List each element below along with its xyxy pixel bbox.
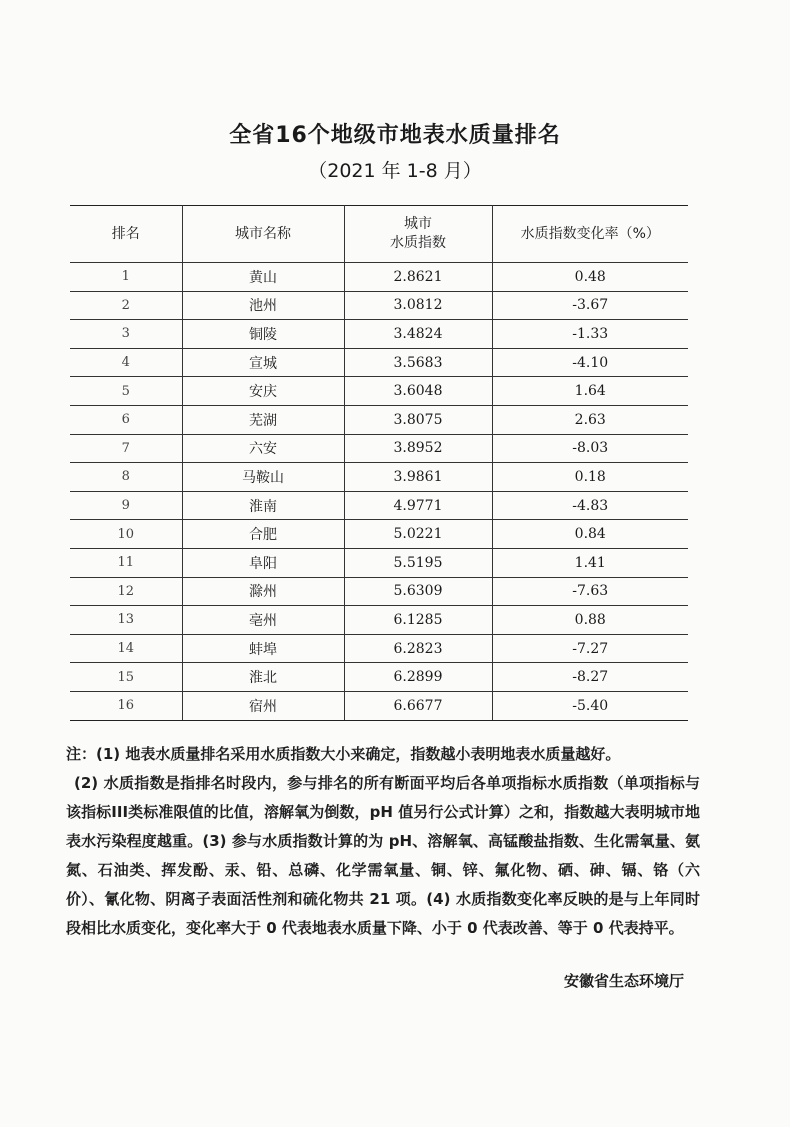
change-cell: -8.27 <box>492 663 688 692</box>
table-header-row <box>70 206 688 263</box>
change-cell: 1.41 <box>492 548 688 577</box>
city-cell: 铜陵 <box>182 320 344 349</box>
ranking-table <box>70 205 688 721</box>
index-cell: 3.0812 <box>344 291 492 320</box>
city-cell: 滁州 <box>182 577 344 606</box>
index-cell: 6.2899 <box>344 663 492 692</box>
rank-cell: 4 <box>70 348 182 377</box>
change-cell: -8.03 <box>492 434 688 463</box>
city-cell: 六安 <box>182 434 344 463</box>
city-cell: 芜湖 <box>182 405 344 434</box>
change-cell: 2.63 <box>492 405 688 434</box>
header-index-line1: 城市 <box>404 216 432 232</box>
rank-cell: 9 <box>70 491 182 520</box>
table-body <box>70 263 688 721</box>
city-cell: 宣城 <box>182 348 344 377</box>
table-row <box>70 577 688 606</box>
index-cell: 6.6677 <box>344 691 492 720</box>
table-row <box>70 520 688 549</box>
index-cell: 3.9861 <box>344 463 492 492</box>
table-row <box>70 320 688 349</box>
change-cell: -4.83 <box>492 491 688 520</box>
header-change: 水质指数变化率（%） <box>492 206 688 263</box>
table-row <box>70 491 688 520</box>
header-city: 城市名称 <box>182 206 344 263</box>
city-cell: 淮北 <box>182 663 344 692</box>
change-cell: 0.18 <box>492 463 688 492</box>
table-row <box>70 291 688 320</box>
table-row <box>70 606 688 635</box>
change-cell: -3.67 <box>492 291 688 320</box>
city-cell: 亳州 <box>182 606 344 635</box>
city-cell: 宿州 <box>182 691 344 720</box>
city-cell: 蚌埠 <box>182 634 344 663</box>
rank-cell: 11 <box>70 548 182 577</box>
rank-cell: 10 <box>70 520 182 549</box>
city-cell: 池州 <box>182 291 344 320</box>
rank-cell: 1 <box>70 263 182 292</box>
notes-section <box>66 740 700 943</box>
table-row <box>70 377 688 406</box>
change-cell: -7.27 <box>492 634 688 663</box>
table-row <box>70 434 688 463</box>
change-cell: 0.84 <box>492 520 688 549</box>
index-cell: 3.8075 <box>344 405 492 434</box>
change-cell: -1.33 <box>492 320 688 349</box>
rank-cell: 13 <box>70 606 182 635</box>
table-row <box>70 691 688 720</box>
table-row <box>70 663 688 692</box>
rank-cell: 12 <box>70 577 182 606</box>
header-rank: 排名 <box>70 206 182 263</box>
rank-cell: 7 <box>70 434 182 463</box>
index-cell: 5.0221 <box>344 520 492 549</box>
table-row <box>70 263 688 292</box>
index-cell: 5.5195 <box>344 548 492 577</box>
change-cell: 1.64 <box>492 377 688 406</box>
city-cell: 安庆 <box>182 377 344 406</box>
city-cell: 合肥 <box>182 520 344 549</box>
index-cell: 3.6048 <box>344 377 492 406</box>
index-cell: 2.8621 <box>344 263 492 292</box>
issuer-signature: 安徽省生态环境厅 <box>563 972 684 990</box>
table-row <box>70 348 688 377</box>
rank-cell: 15 <box>70 663 182 692</box>
index-cell: 6.2823 <box>344 634 492 663</box>
rank-cell: 14 <box>70 634 182 663</box>
change-cell: 0.48 <box>492 263 688 292</box>
city-cell: 淮南 <box>182 491 344 520</box>
change-cell: -4.10 <box>492 348 688 377</box>
index-cell: 3.4824 <box>344 320 492 349</box>
table-row <box>70 548 688 577</box>
index-cell: 3.5683 <box>344 348 492 377</box>
change-cell: 0.88 <box>492 606 688 635</box>
table-row <box>70 405 688 434</box>
index-cell: 6.1285 <box>344 606 492 635</box>
city-cell: 马鞍山 <box>182 463 344 492</box>
header-index-line2: 水质指数 <box>390 235 446 251</box>
note-2: (2) 水质指数是指排名时段内，参与排名的所有断面平均后各单项指标水质指数（单项指标与该指标III类标准限值的比值，溶解氧为倒数，pH 值另行公式计算）之和，指数越大表明城市地表水污染程度越重。(3) 参与水质指数计算的为 pH、溶解氧、高锰酸盐指数、生化需氧量、氨氮、石油类、挥发酚、汞、铅、总磷、化学需氧量、铜、锌、氟化物、硒、砷、镉、铬（六价）、氰化物、阴离子表面活性剂和硫化物共 21 项。(4) 水质指数变化率反映的是与上年同时段相比水质变化，变化率大于 0 代表地表水质量下降、小于 0 代表改善、等于 0 代表持平。 <box>66 774 700 937</box>
rank-cell: 2 <box>70 291 182 320</box>
index-cell: 4.9771 <box>344 491 492 520</box>
change-cell: -5.40 <box>492 691 688 720</box>
rank-cell: 5 <box>70 377 182 406</box>
rank-cell: 16 <box>70 691 182 720</box>
note-1: 注：(1) 地表水质量排名采用水质指数大小来确定，指数越小表明地表水质量越好。 <box>66 745 621 763</box>
city-cell: 阜阳 <box>182 548 344 577</box>
index-cell: 3.8952 <box>344 434 492 463</box>
rank-cell: 6 <box>70 405 182 434</box>
table-row <box>70 634 688 663</box>
table-row <box>70 463 688 492</box>
document-subtitle: （2021 年 1-8 月） <box>308 160 482 182</box>
city-cell: 黄山 <box>182 263 344 292</box>
rank-cell: 3 <box>70 320 182 349</box>
document-title: 全省16个地级市地表水质量排名 <box>229 123 561 148</box>
rank-cell: 8 <box>70 463 182 492</box>
index-cell: 5.6309 <box>344 577 492 606</box>
header-index <box>344 206 492 263</box>
change-cell: -7.63 <box>492 577 688 606</box>
